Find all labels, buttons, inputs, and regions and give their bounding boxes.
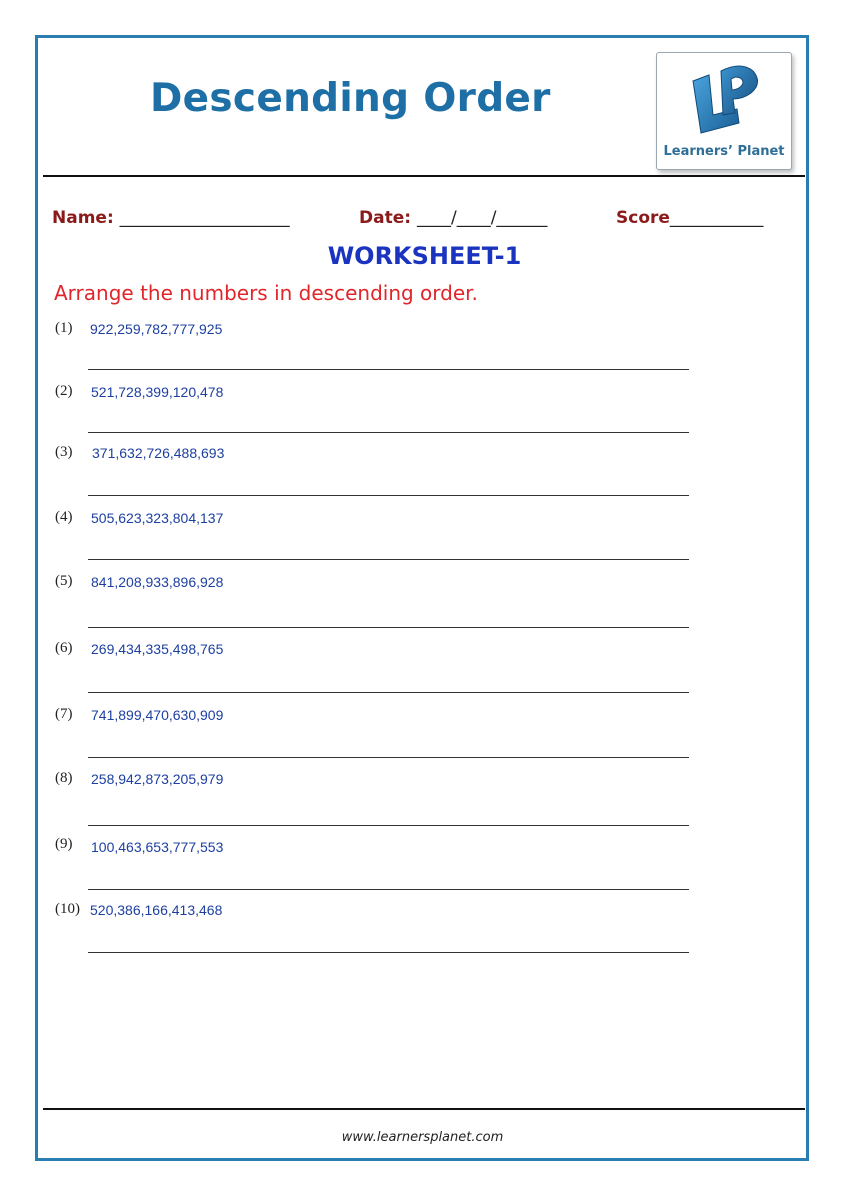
logo <box>656 52 792 170</box>
question-number: (5) <box>55 573 73 589</box>
lp-logo-icon <box>679 59 769 143</box>
question-number: (3) <box>55 444 73 460</box>
question-numbers: 841,208,933,896,928 <box>91 574 224 590</box>
score-field[interactable] <box>616 208 763 228</box>
page-frame <box>35 35 809 1161</box>
name-blank[interactable]: ____________________ <box>119 208 290 228</box>
answer-line[interactable] <box>88 559 689 560</box>
question-number: (2) <box>55 383 73 399</box>
question-number: (6) <box>55 640 73 656</box>
instruction: Arrange the numbers in descending order. <box>54 281 478 305</box>
question-numbers: 505,623,323,804,137 <box>91 510 224 526</box>
question-numbers: 741,899,470,630,909 <box>91 707 224 723</box>
answer-line[interactable] <box>88 757 689 758</box>
name-label: Name: <box>52 208 114 228</box>
question-number: (10) <box>55 901 80 917</box>
question-numbers: 520,386,166,413,468 <box>90 902 223 918</box>
question-number: (9) <box>55 836 73 852</box>
question-number: (8) <box>55 770 73 786</box>
footer-divider <box>43 1108 805 1110</box>
date-label: Date: <box>359 208 412 228</box>
answer-line[interactable] <box>88 825 689 826</box>
answer-line[interactable] <box>88 692 689 693</box>
header-divider <box>43 175 805 177</box>
question-numbers: 258,942,873,205,979 <box>91 771 224 787</box>
worksheet-label-text: WORKSHEET-1 <box>327 242 522 270</box>
date-field[interactable] <box>359 208 547 228</box>
question-number: (7) <box>55 706 73 722</box>
answer-line[interactable] <box>88 627 689 628</box>
logo-text: Learners’ Planet <box>663 144 785 159</box>
question-numbers: 521,728,399,120,478 <box>91 384 224 400</box>
worksheet-label <box>0 242 849 270</box>
name-field[interactable] <box>52 208 290 228</box>
page-title: Descending Order <box>150 76 551 121</box>
footer <box>0 1130 849 1145</box>
question-number: (1) <box>55 320 73 336</box>
question-numbers: 922,259,782,777,925 <box>90 321 223 337</box>
date-blank[interactable]: ____/____/______ <box>416 208 548 228</box>
question-number: (4) <box>55 509 73 525</box>
question-numbers: 100,463,653,777,553 <box>91 839 224 855</box>
answer-line[interactable] <box>88 369 689 370</box>
question-numbers: 371,632,726,488,693 <box>92 445 225 461</box>
answer-line[interactable] <box>88 495 689 496</box>
score-label: Score <box>616 208 670 228</box>
score-blank[interactable]: ___________ <box>669 208 764 228</box>
answer-line[interactable] <box>88 952 689 953</box>
answer-line[interactable] <box>88 889 689 890</box>
footer-url[interactable]: www.learnersplanet.com <box>341 1130 504 1145</box>
answer-line[interactable] <box>88 432 689 433</box>
question-numbers: 269,434,335,498,765 <box>91 641 224 657</box>
